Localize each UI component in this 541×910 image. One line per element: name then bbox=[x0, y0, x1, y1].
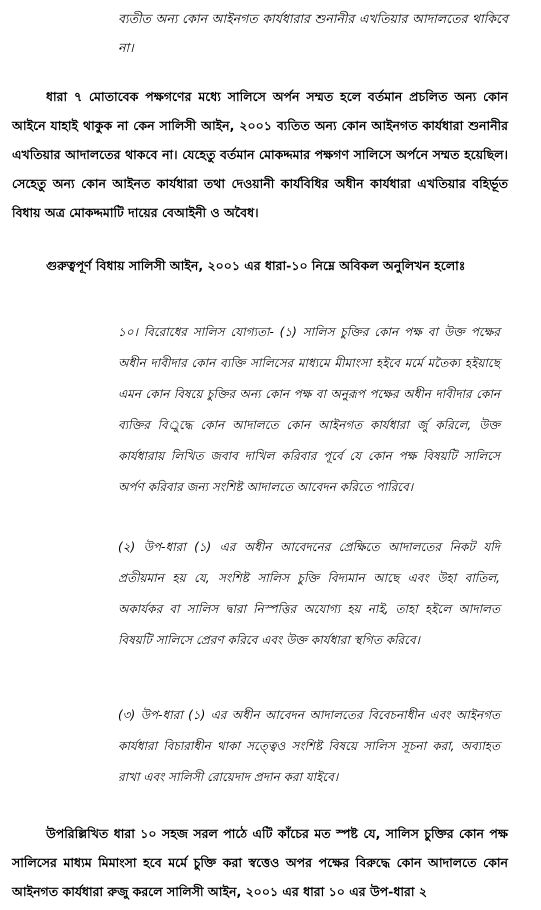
paragraph-1: ব্যতীত অন্য কোন আইনগত কার্যধারার শুনানীর এখতিয়ার আদালতের থাকিবে না। bbox=[118, 11, 508, 55]
paragraph-4: উপরিল্লিখিত ধারা ১০ সহজ সরল পাঠে এটি কাঁচের মত স্পষ্ট যে, সালিস চুক্তির কোন পক্ষ সালিসের মাধ্যম মিমাংসা হবে মর্মে চুক্তি করা স্বত্তেও অপর পক্ষের বিরুদ্ধে কোন আদালতে কোন আইনগত কার্যধারা রুজু করলে সালিসী আইন, ২০০১ এর ধারা ১০ এর উপ-ধারা ২ bbox=[12, 826, 508, 899]
quote-section-10-2: (২) উপ-ধারা (১) এর অধীন আবেদনের প্রেক্ষিতে আদালতের নিকট যদি প্রতীয়মান হয় যে, সংশিষ্ট সালিস চুক্তি বিদ্যমান আছে এবং উহা বাতিল, অকার্যকর বা সালিস দ্বারা নিস্পত্তির অযোগ্য হয় নাই, তাহা হইলে আদালত বিষয়টি সালিসে প্রেরণ করিবে এবং উক্ত কার্যধারা স্থগিত করিবে। bbox=[118, 540, 500, 647]
paragraph-3: গুরুত্বপূর্ণ বিধায় সালিসী আইন, ২০০১ এর ধারা-১০ নিম্নে অবিকল অনুলিখন হলোঃ bbox=[46, 258, 466, 273]
quote-heading: ১০। বিরোধের সালিস যোগ্যতা- bbox=[118, 325, 274, 339]
paragraph-2: ধারা ৭ মোতাবেক পক্ষগণের মধ্যে সালিসে অর্পন সম্মত হলে বর্তমান প্রচলিত অন্য কোন আইনে যাহাই থাকুক না কেন সালিসী আইন, ২০০১ ব্যতিত অন্য কোন আইনগত কার্যধারা শুনানীর এখতিয়ার আদালতের থাকবে না। যেহেতু বর্তমান মোকদ্দমার পক্ষগণ সালিসে অর্পনে সম্মত হয়েছিল। সেহেতু অন্য কোন আইনত কার্যধারা তথা দেওয়ানী কার্যবিধির অধীন কার্যধারা এখতিয়ার বহির্ভূত বিধায় অত্র মোকদ্দমাটি দায়ের বেআইনী ও অবৈধ। bbox=[12, 89, 508, 220]
quote-section-10-1 bbox=[118, 317, 500, 503]
quote-section-10-3: (৩) উপ-ধারা (১) এর অধীন আবেদন আদালতের বিবেচনাধীন এবং আইনগত কার্যধারা বিচারাধীন থাকা সত্ত্বেও সংশিষ্ট বিষয়ে সালিস সূচনা করা, অব্যাহত রাখা এবং সালিসী রোয়েদাদ প্রদান করা যাইবে। bbox=[118, 708, 500, 784]
quote-body-1: (১) সালিস চুক্তির কোন পক্ষ বা উক্ত পক্ষের অধীন দাবীদার কোন ব্যক্তি সালিসের মাধ্যমে মীমাংসা হইবে মর্মে মতৈক্য হইয়াছে এমন কোন বিষয়ে চুক্তির অন্য কোন পক্ষ বা অনুরূপ পক্ষের অধীন দাবীদার কোন ব্যক্তির বির্ুদ্ধে কোন আদালতে কোন আইনগত কার্যধারা র্জু করিলে, উক্ত কার্যধারায় লিখিত জবাব দাখিল করিবার পূর্বে যে কোন পক্ষ বিষয়টি সালিসে অর্পণ করিবার জন্য সংশিষ্ট আদালতে আবেদন করিতে পারিবে। bbox=[118, 325, 500, 494]
